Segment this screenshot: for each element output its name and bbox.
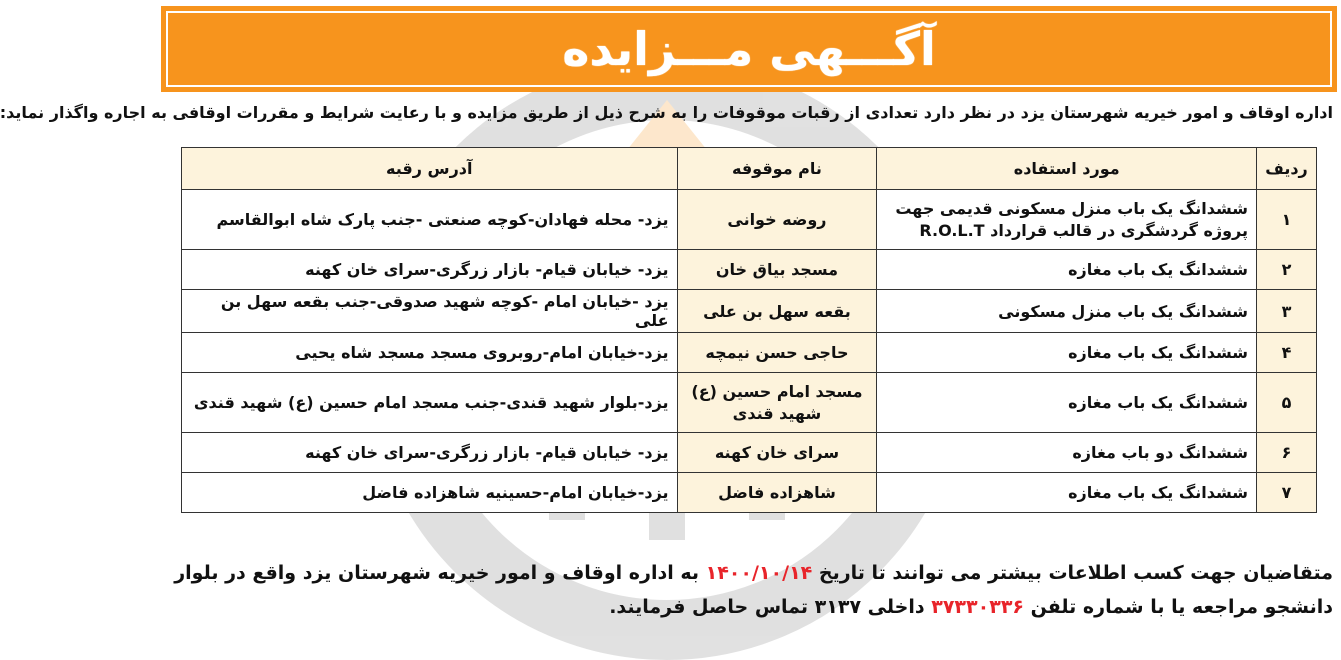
row-number: ۳ [1257, 290, 1317, 333]
endowment-cell: حاجی حسن نیمچه [677, 333, 877, 373]
endowment-cell: مسجد بیاق خان [677, 250, 877, 290]
table-row [182, 333, 1317, 373]
phone-number: ۳۷۳۳۰۳۳۶ [931, 596, 1025, 618]
header-endowment: نام موقوفه [677, 148, 877, 190]
usage-cell: ششدانگ یک باب مغازه [877, 373, 1257, 433]
notice-title-bar [161, 6, 1337, 92]
table-row [182, 250, 1317, 290]
notice-title: آگـــهی مـــزایده [562, 22, 936, 76]
usage-cell: ششدانگ دو باب مغازه [877, 433, 1257, 473]
header-usage: مورد استفاده [877, 148, 1257, 190]
endowment-cell: بقعه سهل بن علی [677, 290, 877, 333]
usage-cell: ششدانگ یک باب مغازه [877, 473, 1257, 513]
row-number: ۱ [1257, 190, 1317, 250]
deadline-date: ۱۴۰۰/۱۰/۱۴ [705, 562, 813, 584]
endowment-cell: سرای خان کهنه [677, 433, 877, 473]
header-row-number: ردیف [1257, 148, 1317, 190]
row-number: ۷ [1257, 473, 1317, 513]
address-cell: یزد- خیابان قیام- بازار زرگری-سرای خان کهنه [182, 250, 678, 290]
endowment-cell: شاهزاده فاضل [677, 473, 877, 513]
usage-cell: ششدانگ یک باب منزل مسکونی [877, 290, 1257, 333]
address-cell: یزد-خیابان امام-حسینیه شاهزاده فاضل [182, 473, 678, 513]
table-header-row [182, 148, 1317, 190]
notice-title-frame [166, 11, 1332, 87]
row-number: ۲ [1257, 250, 1317, 290]
endowment-cell: مسجد امام حسین (ع) شهید قندی [677, 373, 877, 433]
usage-cell: ششدانگ یک باب منزل مسکونی قدیمی جهت پروژه گردشگری در قالب قرارداد R.O.L.T [877, 190, 1257, 250]
table-row [182, 290, 1317, 333]
footer-text-1: متقاضیان جهت کسب اطلاعات بیشتر می توانند تا تاریخ [812, 562, 1333, 584]
address-cell: یزد- محله فهادان-کوچه صنعتی -جنب پارک شاه ابوالقاسم [182, 190, 678, 250]
header-address: آدرس رقبه [182, 148, 678, 190]
contact-footer [165, 556, 1333, 624]
intro-text: اداره اوقاف و امور خیریه شهرستان یزد در نظر دارد تعدادی از رقبات موقوفات را به شرح ذیل از طریق مزایده و با رعایت شرایط و مقررات اوقافی به اجاره واگذار نماید: [0, 103, 1333, 122]
usage-cell: ششدانگ یک باب مغازه [877, 333, 1257, 373]
address-cell: یزد- خیابان قیام- بازار زرگری-سرای خان کهنه [182, 433, 678, 473]
address-cell: یزد -خیابان امام -کوچه شهید صدوقی-جنب بقعه سهل بن علی [182, 290, 678, 333]
footer-text-2: به اداره اوقاف و امور خیریه شهرستان یزد واقع در بلوار دانشجو مراجعه یا با شماره تلفن [174, 562, 1333, 618]
auction-table [181, 147, 1317, 513]
row-number: ۴ [1257, 333, 1317, 373]
footer-text-3: داخلی ۳۱۳۷ تماس حاصل فرمایند. [609, 596, 932, 618]
table-row [182, 190, 1317, 250]
table-row [182, 373, 1317, 433]
address-cell: یزد-بلوار شهید قندی-جنب مسجد امام حسین (ع) شهید قندی [182, 373, 678, 433]
usage-cell: ششدانگ یک باب مغازه [877, 250, 1257, 290]
row-number: ۶ [1257, 433, 1317, 473]
row-number: ۵ [1257, 373, 1317, 433]
endowment-cell: روضه خوانی [677, 190, 877, 250]
address-cell: یزد-خیابان امام-روبروی مسجد مسجد شاه یحیی [182, 333, 678, 373]
table-row [182, 433, 1317, 473]
table-row [182, 473, 1317, 513]
